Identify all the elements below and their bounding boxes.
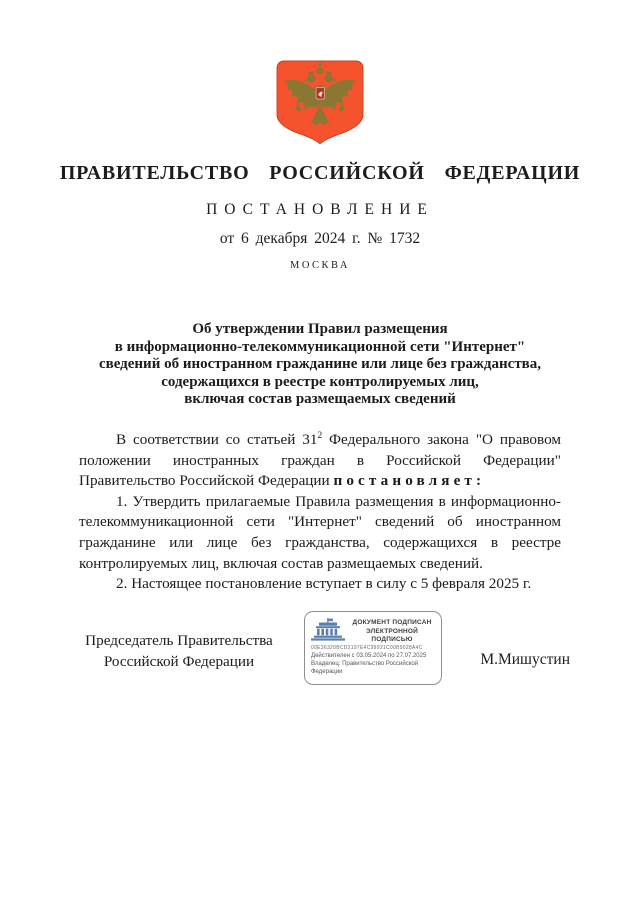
stamp-header: ДОКУМЕНТ ПОДПИСАН ЭЛЕКТРОННОЙ ПОДПИСЬЮ: [352, 619, 432, 643]
decree-word: постановляет:: [333, 472, 486, 490]
paragraph-preamble: В соответствии со статьей $31^2$ Федерального закона "О правовом положении иностранных граждан в Российской Федерации" Правительство Российской Федерации постановляет:: [79, 430, 561, 490]
title-line: включая состав размещаемых сведений: [184, 391, 456, 408]
signee-name: М.Мишустин: [480, 651, 570, 668]
certificate-owner: Владелец: Правительство Российской Федерации: [311, 661, 419, 675]
title-line: содержащихся в реестре контролируемых лиц,: [161, 373, 479, 390]
org-name: ПРАВИТЕЛЬСТВО РОССИЙСКОЙ ФЕДЕРАЦИИ: [59, 162, 581, 184]
doc-type-label: ПОСТАНОВЛЕНИЕ: [206, 201, 434, 218]
paragraph-item-1: 1. Утвердить прилагаемые Правила размещения в информационно-телекоммуникационной сети "Интернет" сведений об иностранном гражданине или лице без гражданства, содержащихся в реестре контролируемых лиц, включая состав размещаемых сведений.: [79, 492, 561, 572]
document-body: [79, 430, 561, 595]
paragraph-item-2: 2. Настоящее постановление вступает в силу с 5 февраля 2025 г.: [116, 575, 532, 593]
date-number-line: от 6 декабря 2024 г. № 1732: [219, 230, 421, 247]
electronic-signature-stamp: [304, 611, 442, 685]
city-label: МОСКВА: [290, 260, 350, 271]
certificate-validity: Действителен с 03.05.2024 по 27.07.2025: [311, 653, 427, 659]
title-line: в информационно-телекоммуникационной сети "Интернет": [114, 338, 526, 355]
certificate-number: 00E36320BCD2197E4C99921C00B9028A4C: [311, 645, 423, 651]
article-superscript: 2: [317, 430, 323, 441]
document-title: [70, 321, 570, 409]
government-building-icon: [311, 618, 345, 642]
title-line: сведений об иностранном гражданине или лице без гражданства,: [98, 356, 542, 373]
title-line: Об утверждении Правил размещения: [192, 321, 448, 337]
russian-coat-of-arms-icon: [276, 60, 364, 144]
signature-position: Председатель Правительства Российской Федерации: [85, 632, 273, 670]
